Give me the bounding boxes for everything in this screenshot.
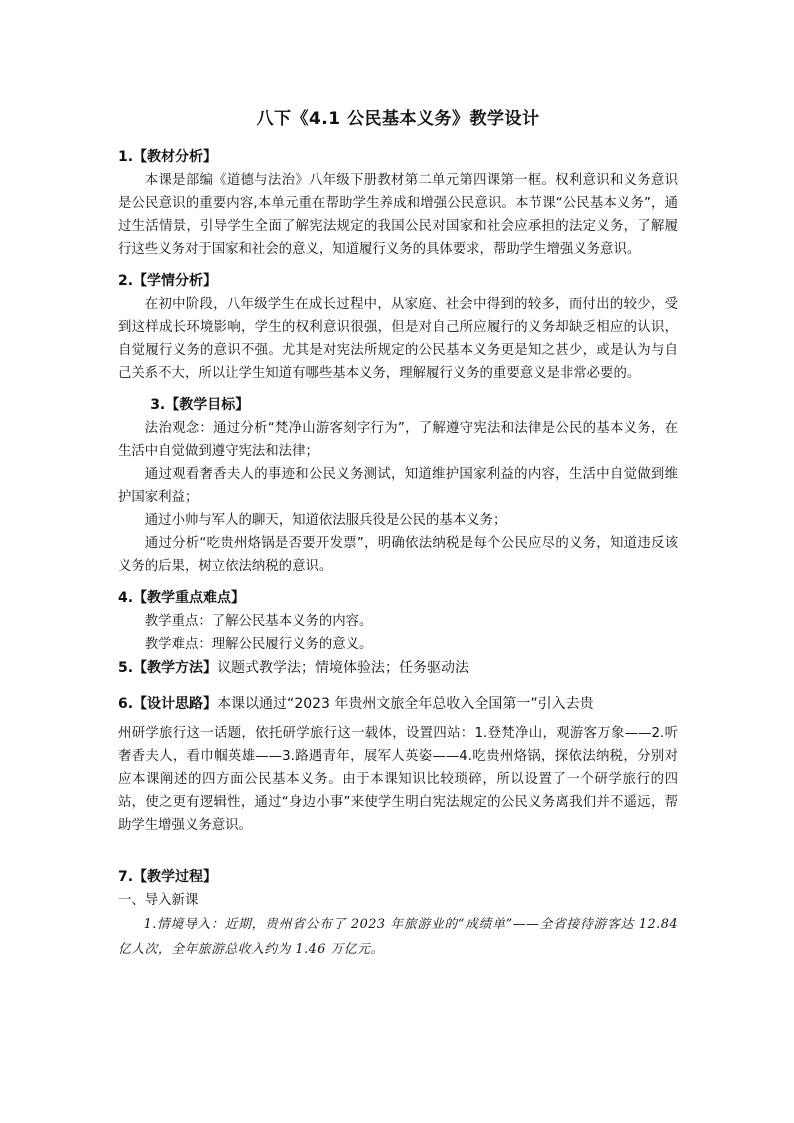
design-idea-lead: 本课以通过“2023 年贵州文旅全年总收入全国第一”引入去贵 xyxy=(217,696,594,712)
section-heading-textbook-analysis: 1.【教材分析】 xyxy=(118,149,218,165)
key-point-item: 教学难点：理解公民履行义务的意义。 xyxy=(144,637,373,652)
teaching-methods-text: 议题式教学法；情境体验法；任务驱动法 xyxy=(217,660,470,676)
teaching-methods-line xyxy=(118,656,678,680)
page-title: 八下《4.1 公民基本义务》教学设计 xyxy=(256,109,540,129)
teaching-goal-item: 通过观看奢香夫人的事迹和公民义务测试，知道维护国家利益的内容，生活中自觉做到维护国家利益； xyxy=(118,467,678,505)
document-page xyxy=(118,104,678,962)
section-heading-key-points: 4.【教学重点难点】 xyxy=(118,590,246,606)
section-heading-design-idea: 6.【设计思路】 xyxy=(118,696,218,712)
teaching-goal-item: 法治观念：通过分析“梵净山游客刻字行为”，了解遵守宪法和法律是公民的基本义务，在生活中自觉做到遵守宪法和法律； xyxy=(118,421,678,459)
section-heading-teaching-methods: 5.【教学方法】 xyxy=(118,660,218,676)
textbook-analysis-paragraph: 本课是部编《道德与法治》八年级下册教材第二单元第四课第一框。权利意识和义务意识是公民意识的重要内容,本单元重在帮助学生养成和增强公民意识。本节课“公民基本义务”，通过生活情景，引导学生全面了解宪法规定的我国公民对国家和社会应承担的法定义务，了解履行这些义务对于国家和社会的意义，知道履行义务的具体要求，帮助学生增强义务意识。 xyxy=(118,173,678,257)
section-heading-student-analysis: 2.【学情分析】 xyxy=(118,273,218,289)
process-paragraph: 1.情境导入：近期，贵州省公布了 2023 年旅游业的“成绩单”——全省接待游客达 12.84 亿人次，全年旅游总收入约为 1.46 万亿元。 xyxy=(118,917,678,957)
key-point-item: 教学重点：了解公民基本义务的内容。 xyxy=(144,614,373,629)
teaching-goal-item: 通过小帅与军人的聊天，知道依法服兵役是公民的基本义务； xyxy=(144,513,507,528)
student-analysis-paragraph: 在初中阶段，八年级学生在成长过程中，从家庭、社会中得到的较多，而付出的较少，受到这样成长环境影响，学生的权利意识很强，但是对自己所应履行的义务却缺乏相应的认识，自觉履行义务的意识不强。尤其是对宪法所规定的公民基本义务更是知之甚少，或是认为与自己关系不大，所以让学生知道有哪些基本义务，理解履行义务的重要意义是非常必要的。 xyxy=(118,297,678,381)
section-heading-teaching-goals: 3.【教学目标】 xyxy=(150,397,250,413)
teaching-goal-item: 通过分析“吃贵州烙锅是否要开发票”，明确依法纳税是每个公民应尽的义务，知道违反该义务的后果，树立依法纳税的意识。 xyxy=(118,536,678,574)
process-subheading: 一、导入新课 xyxy=(118,893,199,908)
design-idea-paragraph: 州研学旅行这一话题，依托研学旅行这一载体，设置四站：1.登梵净山，观游客万象——2.听奢香夫人，看巾帼英雄——3.路遇青年，展军人英姿——4.吃贵州烙锅，探依法纳税，分别对应本课阐述的四方面公民基本义务。由于本课知识比较琐碎，所以设置了一个研学旅行的四站，使之更有逻辑性，通过“身边小事”来使学生明白宪法规定的公民义务离我们并不遥远，帮助学生增强义务意识。 xyxy=(118,726,678,833)
design-idea-line xyxy=(118,692,678,716)
section-heading-teaching-process: 7.【教学过程】 xyxy=(118,869,218,885)
